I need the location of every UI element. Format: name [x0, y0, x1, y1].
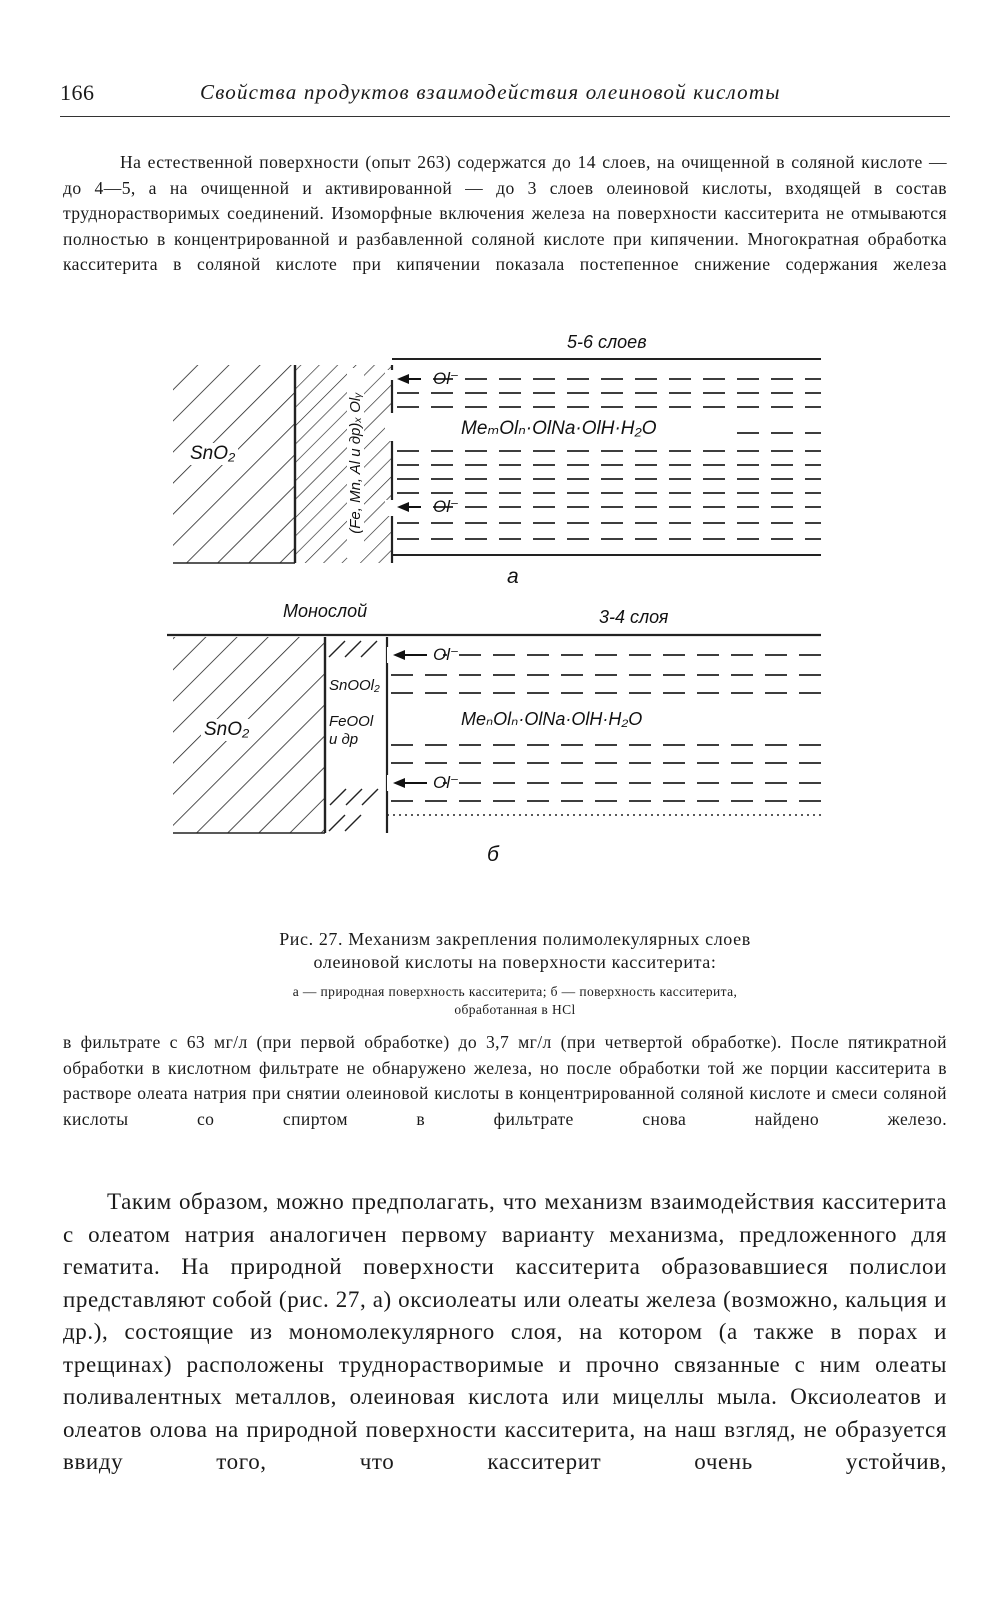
header-rule [60, 116, 950, 117]
substrate-label-a: SnO₂ [187, 443, 238, 465]
figure-27 [165, 332, 865, 995]
page-number: 166 [60, 80, 95, 105]
caption-legend-line-2: обработанная в HCl [454, 1002, 576, 1017]
substrate-label-b: SnO₂ [201, 719, 252, 741]
dashed-layers-a [397, 379, 821, 539]
monolayer-compound-3: и др [329, 731, 359, 748]
caption-title-line-1: Рис. 27. Механизм закрепления полимолекулярных слоев [279, 929, 751, 949]
caption-title-line-2: олеиновой кислоты на поверхности касситерита: [313, 952, 717, 972]
monolayer-compound-1: SnOOl₂ [329, 677, 380, 694]
monolayer-label: Монослой [283, 601, 368, 621]
figure-caption-title [165, 928, 865, 974]
figure-drawing [165, 335, 865, 875]
oleate-ion-label-a-bottom: Ol⁻ [433, 497, 459, 516]
layers-count-label-b: 3-4 слоя [599, 607, 669, 627]
paragraph-2: в фильтрате с 63 мг/л (при первой обработке) до 3,7 мг/л (при четвертой обработке). После пятикратной обработки в кислотном фильтрате не обнаружено железа, но после обработки той же порции касситерита в растворе олеата натрия при снятии олеиновой кислоты в концентрированной соляной кислоте и смеси соляной кислоты со спиртом в фильтрате снова найдено железо. [63, 1032, 947, 1129]
paragraph-1: На естественной поверхности (опыт 263) содержатся до 14 слоев, на очищенной в соляной кислоте — до 4—5, а на очищенной и активированной — до 3 слоев олеиновой кислоты, входящей в состав труднорастворимых соединений. Изоморфные включения железа на поверхности касситерита не отмываются полностью в концентрированной и разбавленной соляной кислоте при кипячении. Многократная обработка касситерита в соляной кислоте при кипячении показала постепенное снижение содержания железа [63, 152, 947, 275]
monolayer-compound-2: FeOOl [329, 713, 374, 730]
caption-legend-line-1: а — природная поверхность касситерита; б — поверхность касситерита, [292, 984, 738, 999]
oleate-ion-label-a-top: Ol⁻ [433, 369, 459, 388]
paragraph-3: Таким образом, можно предполагать, что механизм взаимодействия касситерита с олеатом натрия аналогичен первому варианту механизма, предложенного для гематита. На природной поверхности касситерита образовавшиеся полислои представляют собой (рис. 27, а) оксиолеаты или олеаты железа (возможно, кальция и др.), состоящие из мономолекулярного слоя, на котором (а также в порах и трещинах) расположены труднорастворимые и прочно связанные с ним олеаты поливалентных металлов, олеиновая кислота или мицеллы мыла. Оксиолеатов и олеатов олова на природной поверхности касситерита, на наш взгляд, не образуется ввиду того, что касситерит очень устойчив, [63, 1189, 947, 1474]
panel-b-drawing [167, 635, 821, 833]
intermediate-layer-label: (Fe, Mn, Al и др)ₓ Olᵧ [347, 368, 364, 558]
formula-label-b: MeₙOlₙ·OlNa·OlH·H₂O [461, 709, 643, 729]
figure-caption-legend [165, 983, 865, 1019]
oleate-ion-label-b-bottom: Ol⁻ [433, 773, 459, 792]
panel-letter-a: а [507, 565, 519, 588]
panel-a-drawing [173, 359, 821, 563]
formula-label-a: MeₘOlₙ·OlNa·OlH·H₂O [461, 418, 657, 439]
intermediate-layer-hatch [296, 365, 392, 563]
layers-count-label-a: 5-6 слоев [567, 332, 647, 352]
panel-letter-b: б [487, 843, 499, 866]
running-title: Свойства продуктов взаимодействия олеиновой кислоты [200, 80, 781, 104]
oleate-ion-label-b-top: Ol⁻ [433, 645, 459, 664]
